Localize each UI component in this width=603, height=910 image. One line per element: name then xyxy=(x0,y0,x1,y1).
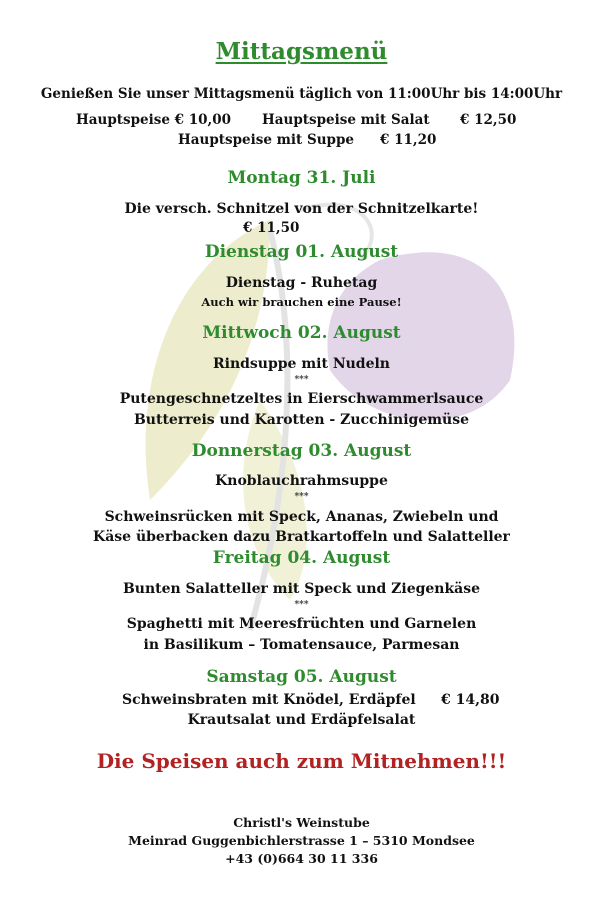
thursday-soup: Knoblauchrahmsuppe xyxy=(215,473,388,489)
friday-main-line1: Spaghetti mit Meeresfrüchten und Garnelen xyxy=(126,616,477,632)
thursday-main-line1: Schweinsrücken mit Speck, Ananas, Zwiebeln und xyxy=(104,509,499,525)
day-heading-saturday: Samstag 05. August xyxy=(206,667,397,687)
saturday-main-line1: Schweinsbraten mit Knödel, Erdäpfel xyxy=(122,692,416,708)
thursday-main-line2: Käse überbacken dazu Bratkartoffeln und Salatteller xyxy=(93,529,510,545)
wednesday-main-line1: Putengeschnetzeltes in Eierschwammerlsauce xyxy=(119,391,484,407)
price-main-salad-value: € 12,50 xyxy=(460,112,517,128)
intro-text: Genießen Sie unser Mittagsmenü täglich von 11:00Uhr bis 14:00Uhr xyxy=(40,86,563,102)
day-heading-monday: Montag 31. Juli xyxy=(227,168,376,188)
footer-phone: +43 (0)664 30 11 336 xyxy=(225,851,378,866)
wednesday-soup: Rindsuppe mit Nudeln xyxy=(213,356,390,372)
day-heading-tuesday: Dienstag 01. August xyxy=(204,242,399,262)
menu-title: Mittagsmenü xyxy=(215,38,388,65)
saturday-main-line2: Krautsalat und Erdäpfelsalat xyxy=(187,712,416,728)
separator-stars: *** xyxy=(294,492,309,502)
footer-address: Meinrad Guggenbichlerstrasse 1 – 5310 Mondsee xyxy=(128,833,475,848)
saturday-price: € 14,80 xyxy=(441,692,500,708)
price-main: Hauptspeise € 10,00 xyxy=(76,112,232,128)
separator-stars: *** xyxy=(294,375,309,385)
price-main-soup-value: € 11,20 xyxy=(380,132,437,148)
takeaway-notice: Die Speisen auch zum Mitnehmen!!! xyxy=(96,749,507,773)
tuesday-note: Auch wir brauchen eine Pause! xyxy=(201,295,402,309)
friday-starter: Bunten Salatteller mit Speck und Ziegenkäse xyxy=(122,581,481,597)
monday-price: € 11,50 xyxy=(243,220,300,236)
friday-main-line2: in Basilikum – Tomatensauce, Parmesan xyxy=(143,637,460,653)
footer-restaurant-name: Christl's Weinstube xyxy=(233,815,370,830)
day-heading-wednesday: Mittwoch 02. August xyxy=(202,323,401,343)
day-heading-thursday: Donnerstag 03. August xyxy=(191,441,412,461)
wednesday-main-line2: Butterreis und Karotten - Zucchinigemüse xyxy=(133,412,470,428)
tuesday-dish: Dienstag - Ruhetag xyxy=(225,275,378,291)
monday-dish: Die versch. Schnitzel von der Schnitzelkarte! xyxy=(124,201,479,217)
price-main-soup-label: Hauptspeise mit Suppe xyxy=(178,132,355,148)
separator-stars: *** xyxy=(294,600,309,610)
price-main-salad-label: Hauptspeise mit Salat xyxy=(262,112,430,128)
day-heading-friday: Freitag 04. August xyxy=(212,548,391,568)
